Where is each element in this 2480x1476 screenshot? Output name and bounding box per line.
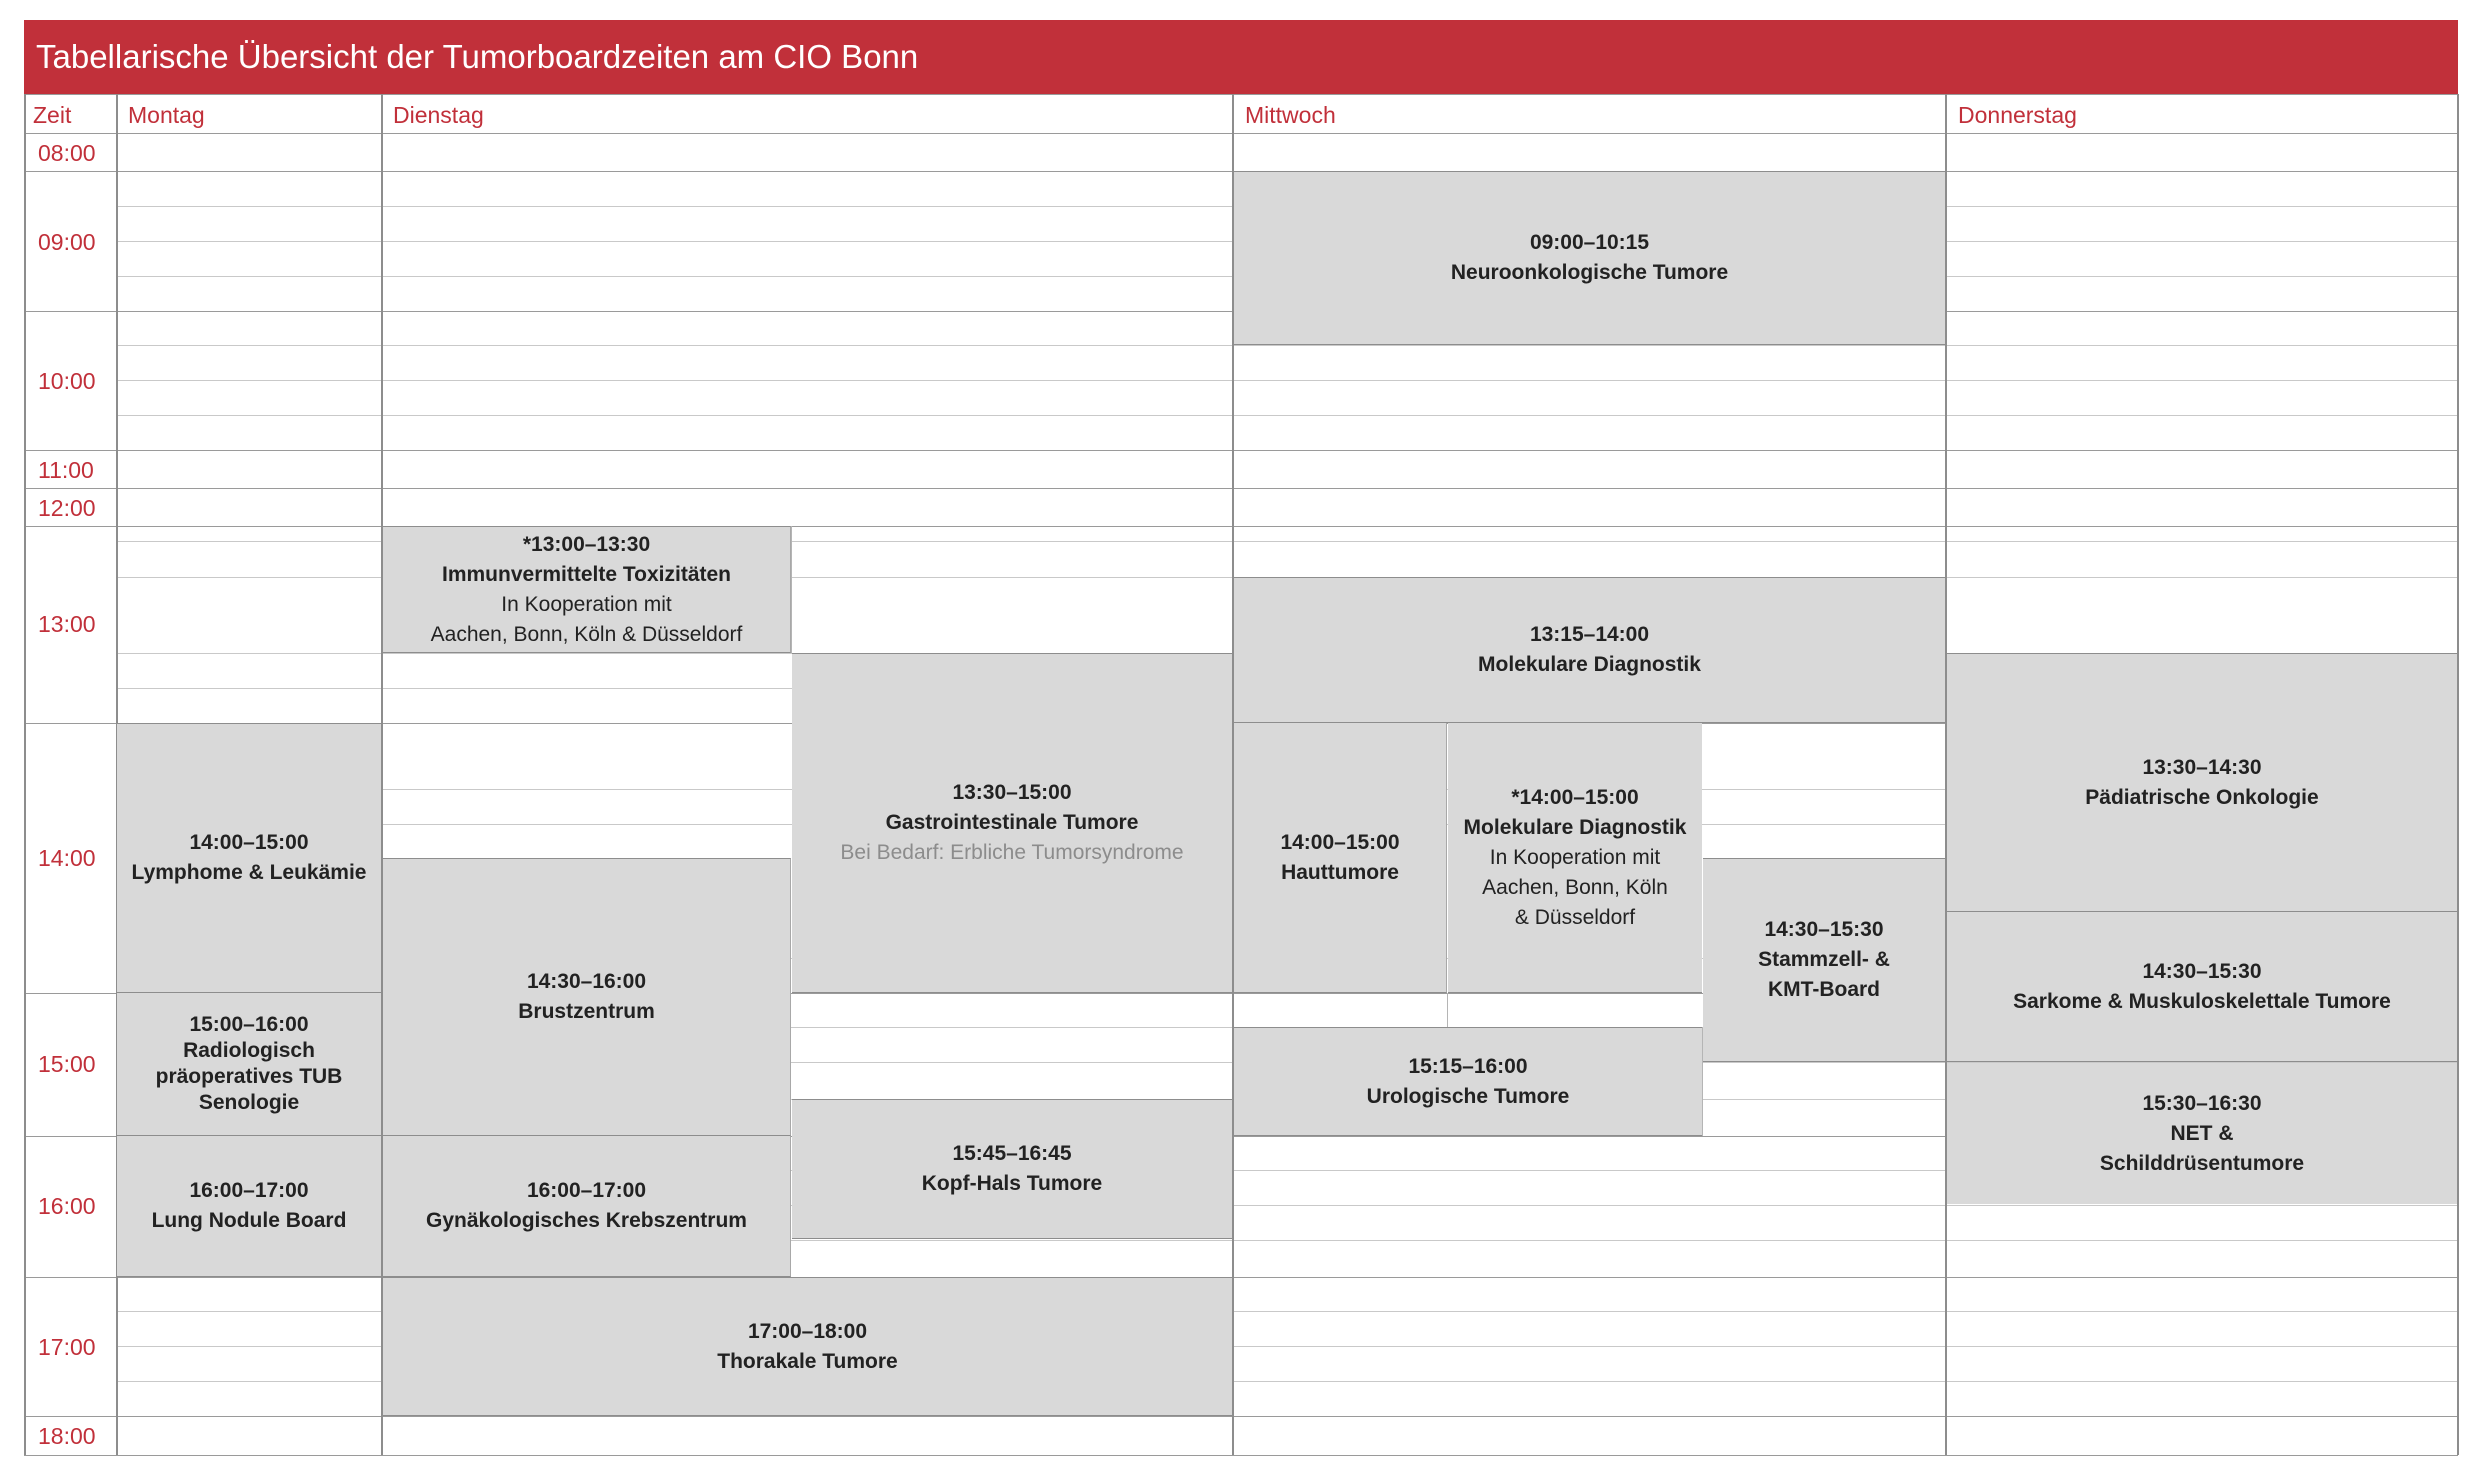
event-subtitle: Aachen, Bonn, Köln & Düsseldorf bbox=[430, 622, 743, 646]
event-time: *14:00–15:00 bbox=[1511, 785, 1639, 809]
event-name: Hauttumore bbox=[1281, 860, 1399, 884]
time-label: 17:00 bbox=[38, 1334, 96, 1360]
event-molekulare-diagnostik bbox=[1234, 577, 1945, 723]
cell-divider bbox=[791, 526, 792, 653]
column-header-thursday: Donnerstag bbox=[1958, 102, 2077, 128]
event-lung-nodule-board bbox=[117, 1136, 381, 1277]
event-paediatrische-onkologie bbox=[1947, 653, 2457, 912]
column-header-monday: Montag bbox=[128, 102, 205, 128]
event-name: Molekulare Diagnostik bbox=[1478, 653, 1701, 676]
grid-line bbox=[24, 1455, 2458, 1456]
event-kopf-hals-tumore bbox=[792, 1099, 1232, 1239]
column-header-time: Zeit bbox=[33, 102, 72, 128]
event-time: 14:00–15:00 bbox=[189, 831, 309, 854]
event-note: Bei Bedarf: Erbliche Tumorsyndrome bbox=[840, 841, 1184, 864]
event-name: NET & bbox=[2170, 1121, 2234, 1145]
time-label: 11:00 bbox=[38, 457, 94, 483]
time-label: 13:00 bbox=[38, 611, 96, 637]
event-subtitle: In Kooperation mit bbox=[1489, 845, 1661, 869]
event-molekulare-diagnostik-kooperation bbox=[1448, 723, 1702, 993]
event-name: Brustzentrum bbox=[518, 1000, 655, 1023]
event-net-schilddruesentumore bbox=[1947, 1063, 2457, 1204]
event-neuroonkologische-tumore bbox=[1234, 171, 1945, 345]
event-time: 15:30–16:30 bbox=[2142, 1091, 2262, 1115]
event-time: 16:00–17:00 bbox=[526, 1179, 647, 1202]
column-header-tuesday: Dienstag bbox=[393, 102, 484, 128]
event-time: 09:00–10:15 bbox=[1529, 231, 1650, 254]
event-stammzell-kmt-board bbox=[1703, 858, 1945, 1062]
grid-line bbox=[117, 380, 2458, 381]
column-header-wednesday: Mittwoch bbox=[1245, 102, 1336, 128]
event-name: Immunvermittelte Toxizitäten bbox=[442, 562, 731, 586]
event-time: 14:30–15:30 bbox=[1764, 918, 1884, 941]
event-time: *13:00–13:30 bbox=[522, 532, 651, 556]
event-urologische-tumore bbox=[1234, 1027, 1702, 1136]
event-name: Molekulare Diagnostik bbox=[1463, 815, 1687, 839]
time-label: 10:00 bbox=[38, 368, 96, 394]
event-name: Pädiatrische Onkologie bbox=[2085, 785, 2319, 809]
event-gastrointestinale-tumore bbox=[792, 653, 1232, 993]
event-name: Lymphome & Leukämie bbox=[131, 861, 367, 884]
time-label: 18:00 bbox=[38, 1423, 96, 1449]
event-immunvermittelte-toxizitaeten bbox=[383, 526, 791, 653]
grid-line bbox=[24, 133, 2458, 134]
time-label: 14:00 bbox=[38, 845, 96, 871]
event-hauttumore bbox=[1234, 723, 1447, 993]
event-time: 13:30–15:00 bbox=[952, 781, 1072, 804]
event-time: 13:15–14:00 bbox=[1529, 623, 1650, 646]
event-name: KMT-Board bbox=[1768, 978, 1880, 1001]
column-divider bbox=[2457, 94, 2459, 1455]
event-name: präoperatives TUB bbox=[155, 1065, 343, 1088]
event-subtitle: & Düsseldorf bbox=[1514, 905, 1636, 929]
event-thorakale-tumore bbox=[383, 1277, 1232, 1416]
event-name: Neuroonkologische Tumore bbox=[1450, 261, 1729, 284]
time-label: 16:00 bbox=[38, 1193, 96, 1219]
event-name: Gynäkologisches Krebszentrum bbox=[426, 1209, 747, 1232]
page-title: Tabellarische Übersicht der Tumorboardzeiten am CIO Bonn bbox=[36, 38, 919, 75]
event-time: 14:00–15:00 bbox=[1280, 830, 1400, 854]
grid-line bbox=[24, 488, 2458, 489]
event-name: Thorakale Tumore bbox=[717, 1349, 898, 1373]
event-name: Radiologisch bbox=[183, 1039, 315, 1062]
event-name: Stammzell- & bbox=[1758, 948, 1890, 971]
event-name: Urologische Tumore bbox=[1366, 1084, 1570, 1108]
event-time: 14:30–16:00 bbox=[526, 970, 647, 993]
event-time: 15:15–16:00 bbox=[1408, 1054, 1528, 1078]
event-time: 15:45–16:45 bbox=[952, 1142, 1072, 1165]
event-name: Sarkome & Muskuloskelettale Tumore bbox=[2013, 989, 2391, 1013]
event-time: 15:00–16:00 bbox=[189, 1013, 309, 1036]
time-label: 12:00 bbox=[38, 495, 96, 521]
grid-line bbox=[117, 345, 2458, 346]
grid-line bbox=[24, 1416, 2458, 1417]
grid-line bbox=[117, 415, 2458, 416]
event-time: 13:30–14:30 bbox=[2142, 755, 2262, 779]
event-name: Gastrointestinale Tumore bbox=[885, 811, 1139, 834]
time-label: 15:00 bbox=[38, 1051, 96, 1077]
time-label: 09:00 bbox=[38, 229, 96, 255]
event-subtitle: In Kooperation mit bbox=[501, 592, 672, 616]
event-time: 17:00–18:00 bbox=[747, 1319, 868, 1343]
event-sarkome bbox=[1947, 912, 2457, 1062]
cell-divider bbox=[1447, 993, 1448, 1027]
event-name: Senologie bbox=[198, 1091, 300, 1114]
event-lymphome-leukaemie bbox=[117, 723, 381, 993]
event-name: Lung Nodule Board bbox=[151, 1209, 347, 1232]
event-radiologisch-senologie bbox=[117, 993, 381, 1136]
event-gynaekologisches-krebszentrum bbox=[383, 1136, 791, 1277]
event-name: Kopf-Hals Tumore bbox=[921, 1172, 1103, 1195]
grid-line bbox=[24, 450, 2458, 451]
event-time: 16:00–17:00 bbox=[189, 1179, 309, 1202]
event-time: 14:30–15:30 bbox=[2142, 959, 2262, 983]
event-subtitle: Aachen, Bonn, Köln bbox=[1482, 875, 1668, 899]
event-name: Schilddrüsentumore bbox=[2099, 1151, 2305, 1175]
grid-line bbox=[24, 94, 2458, 95]
time-label: 08:00 bbox=[38, 140, 96, 166]
event-brustzentrum bbox=[383, 858, 791, 1136]
column-divider bbox=[24, 94, 26, 1455]
